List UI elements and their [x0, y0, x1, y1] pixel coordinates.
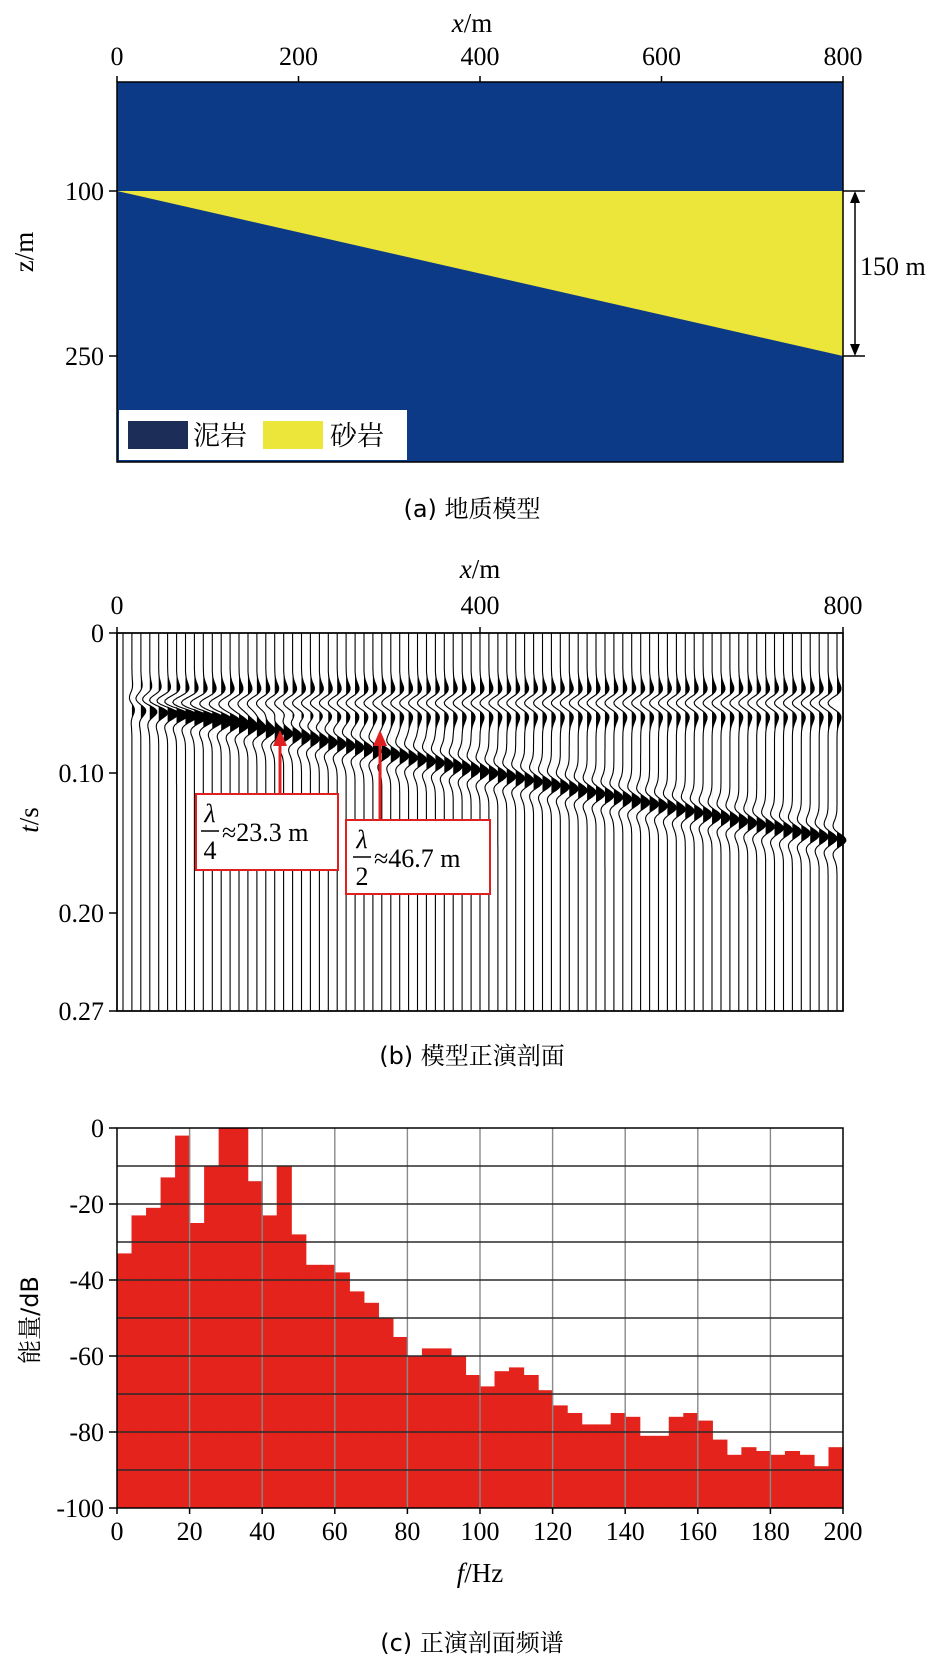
panel-c-x-ticks [111, 1508, 863, 1546]
spectrum-bar [567, 1413, 582, 1508]
panel-b-y-tick-label: 0.27 [58, 997, 104, 1026]
spectrum-bar [146, 1208, 161, 1508]
panel-a-legend [119, 410, 407, 460]
spectrum-bar [538, 1390, 553, 1508]
panel-c-x-tick-label: 120 [533, 1517, 573, 1546]
spectrum-bar [770, 1455, 785, 1508]
panel-b-y-axis-label: t/s [14, 807, 44, 833]
spectrum-bar [741, 1447, 756, 1508]
panel-c-x-tick-label: 180 [750, 1517, 790, 1546]
panel-a-x-tick-label: 400 [460, 42, 500, 71]
panel-c-x-tick-label: 200 [823, 1517, 863, 1546]
panel-b-x-tick-label: 400 [460, 591, 500, 620]
spectrum-bar [277, 1166, 292, 1508]
spectrum-bar [480, 1386, 495, 1508]
panel-a-thickness-annotation [843, 191, 926, 356]
spectrum-bar [248, 1181, 263, 1508]
panel-b-y-ticks [59, 619, 118, 1026]
spectrum-bar [553, 1405, 568, 1508]
panel-c-x-tick-label: 80 [394, 1517, 421, 1546]
spectrum-bar [654, 1436, 669, 1508]
panel-a-x-tick-label: 200 [279, 42, 318, 71]
panel-b-x-tick-label: 800 [823, 591, 863, 620]
panel-a-x-ticks [111, 42, 863, 82]
spectrum-bar [509, 1367, 524, 1508]
panel-b-x-tick-label: 0 [110, 591, 124, 620]
spectrum-bar [320, 1265, 335, 1508]
spectrum-bar [291, 1234, 306, 1508]
annotation-1-lambda: λ [204, 799, 216, 828]
panel-c-x-tick-label: 0 [110, 1517, 124, 1546]
panel-c-y-tick-label: -40 [69, 1266, 104, 1295]
panel-a-thickness-label: 150 m [860, 252, 926, 281]
spectrum-bar [335, 1272, 350, 1508]
spectrum-bar [756, 1451, 771, 1508]
annotation-1-text: ≈23.3 m [222, 818, 309, 847]
spectrum-bar [262, 1215, 277, 1508]
panel-c-y-tick-label: 0 [91, 1114, 104, 1143]
panel-c-y-tick-label: -20 [69, 1190, 104, 1219]
panel-b-x-ticks [111, 591, 863, 633]
panel-b-caption: (b) 模型正演剖面 [379, 1042, 565, 1070]
spectrum-bar [785, 1451, 800, 1508]
legend-swatch-mudstone [128, 421, 188, 449]
panel-c-x-tick-label: 20 [176, 1517, 203, 1546]
spectrum-bar [582, 1424, 597, 1508]
panel-b-y-tick-label: 0 [91, 619, 104, 648]
legend-swatch-sandstone [263, 421, 323, 449]
spectrum-bar [727, 1455, 742, 1508]
panel-c-spectrum [16, 1114, 863, 1657]
spectrum-bar [596, 1424, 611, 1508]
legend-label-mudstone: 泥岩 [193, 421, 247, 452]
spectrum-bar [683, 1413, 698, 1508]
spectrum-bar [161, 1177, 176, 1508]
panel-c-x-tick-label: 60 [321, 1517, 348, 1546]
spectrum-bar [306, 1265, 321, 1508]
spectrum-bar [364, 1303, 379, 1508]
spectrum-bar [495, 1371, 510, 1508]
panel-c-x-tick-label: 100 [460, 1517, 500, 1546]
annotation-1-denominator: 4 [203, 836, 217, 865]
spectrum-bar [828, 1447, 843, 1508]
spectrum-bar [190, 1223, 205, 1508]
spectrum-bar [422, 1348, 437, 1508]
spectrum-bar [799, 1455, 814, 1508]
panel-a-y-ticks [65, 177, 117, 371]
panel-a-x-tick-label: 600 [642, 42, 681, 71]
panel-c-y-tick-label: -100 [56, 1494, 104, 1523]
panel-b-y-tick-label: 0.20 [58, 899, 104, 928]
panel-b-synthetic-section [14, 554, 863, 1070]
legend-label-sandstone: 砂岩 [330, 421, 384, 452]
spectrum-bar [465, 1375, 480, 1508]
annotation-2-text: ≈46.7 m [374, 844, 461, 873]
panel-a-caption: (a) 地质模型 [403, 495, 541, 523]
spectrum-bar [640, 1436, 655, 1508]
panel-c-x-axis-label: f/Hz [456, 1558, 504, 1588]
spectrum-bar [698, 1421, 713, 1508]
spectrum-bar [132, 1215, 147, 1508]
panel-a-y-tick-label: 250 [65, 342, 104, 371]
panel-c-y-tick-label: -60 [69, 1342, 104, 1371]
annotation-2-denominator: 2 [355, 862, 369, 891]
spectrum-bar [436, 1348, 451, 1508]
panel-c-caption: (c) 正演剖面频谱 [380, 1629, 564, 1657]
panel-c-x-tick-label: 160 [678, 1517, 718, 1546]
spectrum-bar [524, 1375, 539, 1508]
spectrum-bar [349, 1291, 364, 1508]
spectrum-bar [669, 1417, 684, 1508]
spectrum-bar [204, 1166, 219, 1508]
spectrum-bar [814, 1466, 829, 1508]
panel-a-geological-model [9, 8, 926, 523]
annotation-2-lambda: λ [356, 825, 368, 854]
spectrum-bar [625, 1417, 640, 1508]
panel-b-y-tick-label: 0.10 [58, 759, 104, 788]
spectrum-bar [393, 1337, 408, 1508]
panel-c-y-tick-label: -80 [69, 1418, 104, 1447]
panel-c-y-ticks [56, 1114, 117, 1523]
panel-c-x-tick-label: 40 [249, 1517, 276, 1546]
panel-a-y-axis-label: z/m [9, 231, 39, 273]
panel-a-x-axis-label: x/m [451, 8, 493, 38]
spectrum-bar [378, 1318, 393, 1508]
panel-c-y-axis-label: 能量/dB [16, 1276, 44, 1364]
panel-a-y-tick-label: 100 [65, 177, 104, 206]
panel-c-x-tick-label: 140 [605, 1517, 645, 1546]
spectrum-bar [712, 1440, 727, 1508]
spectrum-bar [611, 1413, 626, 1508]
spectrum-bar [175, 1136, 190, 1508]
panel-a-x-tick-label: 800 [823, 42, 863, 71]
panel-b-x-axis-label: x/m [459, 554, 501, 584]
panel-a-x-tick-label: 0 [110, 42, 124, 71]
